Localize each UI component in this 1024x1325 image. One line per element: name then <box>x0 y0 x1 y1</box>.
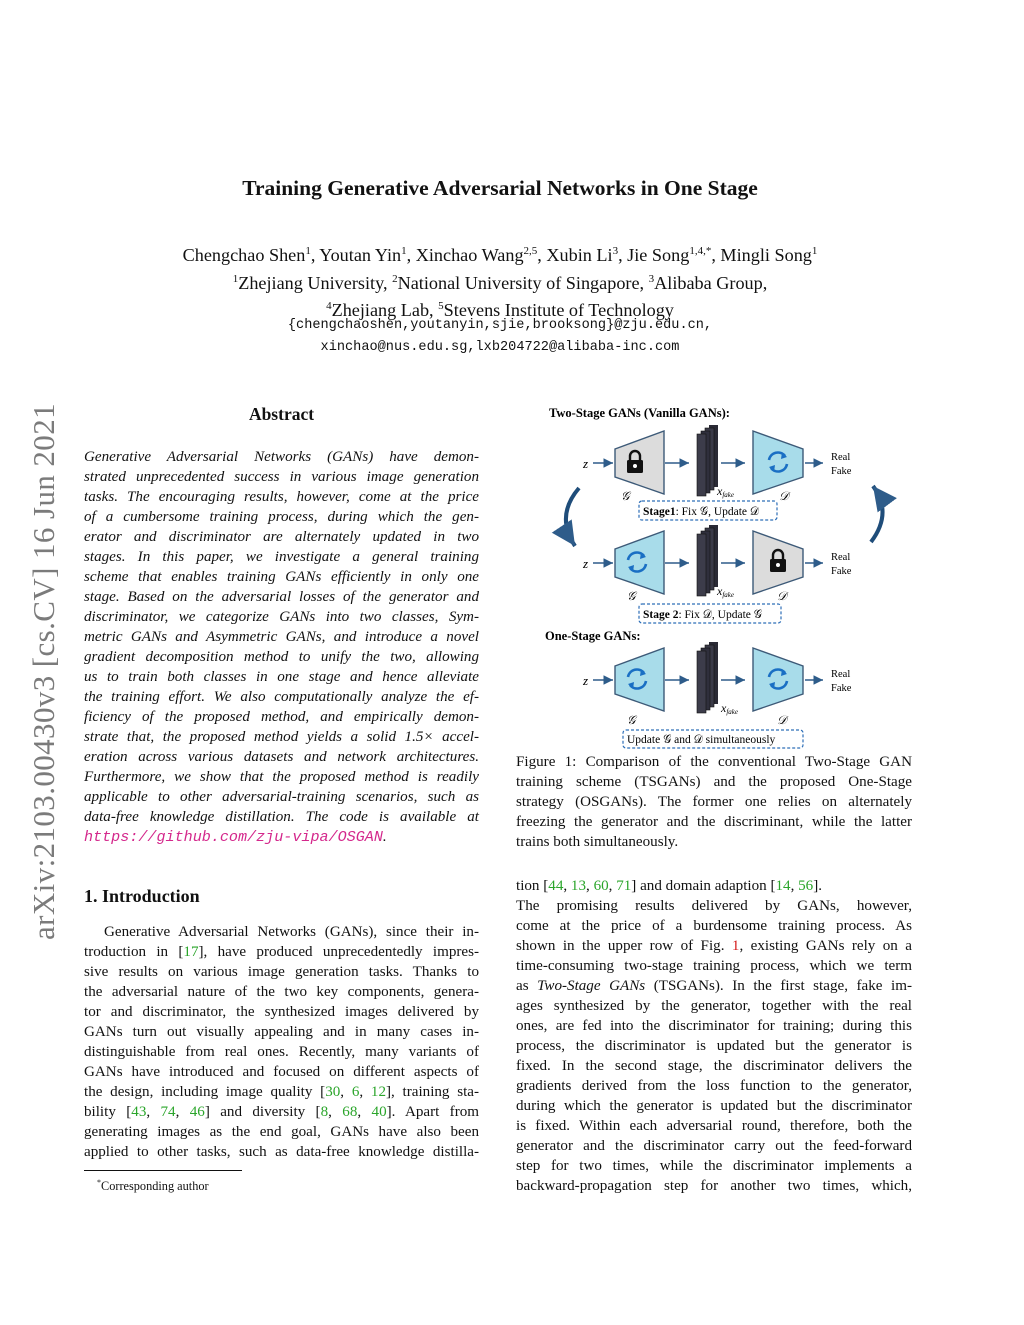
affil-name: Zhejiang Lab, <box>331 300 439 321</box>
text-run: ], training sta- <box>385 1084 480 1100</box>
caption-line: trains both simultaneously. <box>516 834 679 850</box>
text-run: ones, are fed into the discriminator for training; during this <box>516 1018 912 1034</box>
citation-link: 68 <box>342 1104 358 1120</box>
abstract-line: us to train both classes in one stage and hence alleviate <box>84 669 479 685</box>
arxiv-watermark: arXiv:2103.00430v3 [cs.CV] 16 Jun 2021 <box>26 403 61 940</box>
fake-label: Fake <box>831 683 852 694</box>
discriminator-box <box>753 648 803 711</box>
row-one-stage <box>582 642 852 748</box>
intro-line <box>84 1062 479 1082</box>
abstract-line: data-free knowledge distillation. The code is available at <box>84 809 479 825</box>
body-line <box>516 1136 912 1156</box>
text-run: ] and domain adaption [ <box>631 878 776 894</box>
abstract-line: metric GANs and Asymmetric GANs, and introduce a novel <box>84 629 479 645</box>
text-run: ] and diversity [ <box>204 1104 321 1120</box>
affil-name: Zhejiang University, <box>238 272 393 293</box>
citation-link: 17 <box>183 944 199 960</box>
text-run: , <box>146 1104 161 1120</box>
affil-name: Stevens Institute of Technology <box>443 300 674 321</box>
text-run: fixed. In the second stage, the discriminator delivers the <box>516 1058 912 1074</box>
citation-link: 56 <box>798 878 814 894</box>
text-run: tor and discriminator, the synthesized images delivered by <box>84 1004 479 1020</box>
intro-line <box>84 1102 479 1122</box>
abstract-line: strated unprecedented success in various image generation <box>84 469 479 485</box>
text-run: ], have produced unprecedentedly impres- <box>198 944 480 960</box>
stage1-text: Stage1: Fix 𝒢, Update 𝒟 <box>643 506 760 518</box>
text-run: is fixed. Within each adversarial round, therefore, both the <box>516 1118 912 1134</box>
caption-line: strategy (OSGANs). The former one relies on alternately <box>516 794 912 810</box>
fake-images-stack <box>697 525 718 596</box>
real-label: Real <box>831 669 851 680</box>
abstract-line: gradient decomposition method to unify the two, allowing <box>84 649 479 665</box>
text-run: , <box>790 878 799 894</box>
intro-line <box>84 1002 479 1022</box>
text-run: ]. <box>813 878 823 894</box>
intro-line <box>84 1082 479 1102</box>
real-label: Real <box>831 552 851 563</box>
emails-line-1: {chengchaoshen,youtanyin,sjie,brooksong}@zju.edu.cn, <box>287 318 713 333</box>
affil-name: National University of Singapore, <box>397 272 649 293</box>
stage2-text: Stage 2: Fix 𝒟, Update 𝒢 <box>643 609 762 621</box>
text-run: shown in the upper row of Fig. <box>516 938 732 954</box>
author-name: Jie Song <box>627 245 690 266</box>
text-run: , <box>357 1104 372 1120</box>
author-name: Mingli Song <box>720 245 812 266</box>
footnote <box>97 1178 209 1194</box>
d-label: 𝒟 <box>779 489 789 503</box>
text-run: process, the discriminator is updated but the generator is <box>516 1038 912 1054</box>
x-fake-label: xfake <box>717 584 734 599</box>
citation-link: 71 <box>616 878 632 894</box>
text-run: step for two times, while the discriminator implements a <box>516 1158 912 1174</box>
authors-line: Chengchao Shen$^1$, Youtan Yin$^1$, Xinchao Wang$^{2,5}$, Xubin Li$^3$, Jie Song$^{1,4,*}$, Mingli Song$^1$ <box>182 245 818 266</box>
abstract-line: Furthermore, we show that the proposed method is readily <box>84 769 479 785</box>
d-label: 𝒟 <box>777 589 787 603</box>
text-run: bility [ <box>84 1104 132 1120</box>
emails <box>0 315 1000 359</box>
abstract-heading: Abstract <box>248 404 315 424</box>
body-line <box>516 1036 912 1056</box>
author-affil-mark: 1,4,* <box>689 245 712 257</box>
abstract-line: the training effort. We also computationally analyze the ef- <box>84 689 479 705</box>
z-label: z <box>583 456 589 471</box>
caption-line: freezing the generator and the discriminant, while the latter <box>516 814 912 830</box>
author-affil-mark: 1 <box>305 245 311 257</box>
text-run: , <box>563 878 571 894</box>
simultaneous-text: Update 𝒢 and 𝒟 simultaneously <box>627 734 776 746</box>
citation-link: 44 <box>548 878 564 894</box>
citation-link: 13 <box>570 878 587 894</box>
affil-mark: 4 <box>326 300 332 313</box>
g-label: 𝒢 <box>627 713 636 727</box>
intro-heading: 1. Introduction <box>84 886 200 906</box>
affil-mark: 3 <box>648 272 655 285</box>
fake-label: Fake <box>831 566 852 577</box>
text-run: ages synthesized by the generator, together with the real <box>516 998 912 1014</box>
abstract-line-end: . <box>382 829 387 845</box>
citation-link: 14 <box>775 878 791 894</box>
text-run: as <box>516 978 538 994</box>
body-line <box>516 1056 912 1076</box>
abstract-line: eration across various datasets and network architectures. <box>84 749 479 765</box>
author-block <box>0 240 1000 323</box>
text-run: generating images as the end goal, GANs have also been <box>84 1124 479 1140</box>
caption-line: Figure 1: Comparison of the conventional Two-Stage GAN <box>516 754 912 770</box>
abstract-line: of a cumbersome training process, during which the gen- <box>84 509 479 525</box>
abstract-line: discriminator, we categorize GANs into two classes, Sym- <box>84 609 479 625</box>
d-label: 𝒟 <box>777 713 787 727</box>
fake-images-stack <box>697 425 718 496</box>
real-label: Real <box>831 452 851 463</box>
abstract-line: ficiency of the proposed method, and empirically demon- <box>84 709 479 725</box>
emails-line-2: xinchao@nus.edu.sg,lxb204722@alibaba-inc.com <box>320 340 680 355</box>
abstract-line: tasks. The encouraging results, however, come at the price <box>84 489 479 505</box>
abstract-line: erator and discriminator are alternately updated in two <box>84 529 479 545</box>
body-line <box>516 1076 912 1096</box>
abstract-line: strate that, the proposed method yields a solid 1.5× accel- <box>84 729 479 745</box>
curve-arrow-right <box>871 486 883 542</box>
text-run: distinguishable from real ones. Recently, many variants of <box>84 1044 479 1060</box>
body-line <box>516 936 912 956</box>
affil-mark: 2 <box>392 272 398 285</box>
citation-link: 8 <box>320 1104 329 1120</box>
intro-line <box>84 942 479 962</box>
abstract-line: stage. Based on the adversarial losses of the generator and <box>84 589 479 605</box>
g-label: 𝒢 <box>621 489 630 503</box>
body-line <box>516 1016 912 1036</box>
right-column-body <box>516 876 912 1196</box>
text-run: The promising results delivered by GANs, however, <box>516 898 912 914</box>
citation-link: 40 <box>371 1104 387 1120</box>
text-run: (TSGANs). In the first stage, fake im- <box>645 978 912 994</box>
text-run: gradients derived from the loss function to the generator, <box>516 1078 912 1094</box>
g-label: 𝒢 <box>627 589 636 603</box>
fake-images-stack <box>697 642 718 713</box>
body-line <box>516 896 912 916</box>
author-affil-mark: 3 <box>612 245 619 257</box>
one-stage-label: One-Stage GANs: <box>545 629 641 643</box>
text-run: tion [ <box>516 878 549 894</box>
body-line <box>516 976 912 996</box>
body-line <box>516 1176 912 1196</box>
generator-box <box>615 648 664 711</box>
footnote-rule <box>84 1170 242 1171</box>
intro-line <box>84 982 479 1002</box>
intro-line <box>84 1142 479 1162</box>
citation-link: 43 <box>131 1104 147 1120</box>
emphasis: Two-Stage GANs <box>537 978 646 994</box>
abstract-line: stages. In this paper, we investigate a general training <box>84 549 479 565</box>
footnote-mark: * <box>97 1178 101 1187</box>
citation-link: 12 <box>370 1084 386 1100</box>
body-line <box>516 1096 912 1116</box>
body-line <box>516 876 912 896</box>
text-run: , <box>608 878 617 894</box>
author-affil-mark: 2,5 <box>523 245 538 257</box>
text-run: troduction in [ <box>84 944 184 960</box>
affil-mark: 1 <box>232 272 239 285</box>
text-run: , <box>328 1104 343 1120</box>
code-link: https://github.com/zju-vipa/OSGAN <box>84 828 383 846</box>
affil-mark: 5 <box>438 300 444 313</box>
body-line <box>516 996 912 1016</box>
text-run: time-consuming two-stage training process, which we term <box>516 958 912 974</box>
citation-link: 30 <box>325 1084 341 1100</box>
abstract-line: scheme that enables training GANs efficiently in only one <box>84 569 479 585</box>
intro-line <box>84 1042 479 1062</box>
text-run: the adversarial nature of the two key components, genera- <box>84 984 479 1000</box>
text-run: the design, including image quality [ <box>84 1084 326 1100</box>
abstract-line <box>84 827 479 847</box>
z-label: z <box>583 556 589 571</box>
z-label: z <box>583 673 589 688</box>
figure-1 <box>537 400 917 750</box>
text-run: ]. Apart from <box>386 1104 480 1120</box>
text-run: , <box>586 878 594 894</box>
x-fake-label: xfake <box>717 484 734 499</box>
author-affil-mark: 1 <box>401 245 407 257</box>
abstract-line: applicable to other adversarial-training scenarios, such as <box>84 789 479 805</box>
citation-link: 6 <box>351 1084 360 1100</box>
two-stage-label: Two-Stage GANs (Vanilla GANs): <box>549 406 730 420</box>
intro-line <box>84 1022 479 1042</box>
text-run: GANs have introduced and focused on different aspects of <box>84 1064 479 1080</box>
body-line <box>516 1116 912 1136</box>
citation-link: 74 <box>160 1104 176 1120</box>
text-run: backward-propagation step for another two times, which, <box>516 1178 912 1194</box>
text-run: generator and the discriminator carry out the feed-forward <box>516 1138 912 1154</box>
text-run: Generative Adversarial Networks (GANs), since their in- <box>104 924 479 940</box>
paper-title: Training Generative Adversarial Networks in One Stage <box>242 176 758 200</box>
author-affil-mark: 1 <box>811 245 818 257</box>
author-name: Youtan Yin <box>319 245 402 266</box>
text-run: , <box>359 1084 371 1100</box>
intro-line <box>84 922 479 942</box>
row-stage-2 <box>582 525 852 623</box>
author-name: Xinchao Wang <box>415 245 524 266</box>
intro-line <box>84 962 479 982</box>
text-run: GANs turn out visually appealing and in many cases in- <box>84 1024 479 1040</box>
body-line <box>516 916 912 936</box>
fake-label: Fake <box>831 466 852 477</box>
intro-body <box>84 922 479 1162</box>
author-name: Chengchao Shen <box>182 245 306 266</box>
text-run: come at the price of a burdensome training process. As <box>516 918 912 934</box>
body-line <box>516 956 912 976</box>
text-run: during which the generator is updated but the discriminator <box>516 1098 912 1114</box>
text-run: , <box>340 1084 352 1100</box>
text-run: applied to other tasks, such as data-free knowledge distilla- <box>84 1144 479 1160</box>
x-fake-label: xfake <box>721 701 738 716</box>
caption-line: training scheme (TSGANs) and the proposed One-Stage <box>516 774 912 790</box>
abstract-body <box>84 447 479 847</box>
author-name: Xubin Li <box>546 245 613 266</box>
affiliations-line-1 <box>0 268 1000 296</box>
curve-arrow-left <box>566 488 579 546</box>
citation-link: 60 <box>593 878 609 894</box>
abstract-line: Generative Adversarial Networks (GANs) have demon- <box>84 449 479 465</box>
generator-box <box>615 531 664 594</box>
footnote-text: Corresponding author <box>101 1179 209 1194</box>
text-run: , <box>175 1104 190 1120</box>
row-stage-1 <box>582 425 852 520</box>
figure-caption <box>516 752 912 852</box>
affil-name: Alibaba Group, <box>654 272 768 293</box>
text-run: sive results on various image generation tasks. Thanks to <box>84 964 479 980</box>
body-line <box>516 1156 912 1176</box>
discriminator-box <box>753 431 803 494</box>
figure-ref-link: 1 <box>731 938 740 954</box>
intro-line <box>84 1122 479 1142</box>
citation-link: 46 <box>189 1104 205 1120</box>
text-run: , existing GANs rely on a <box>739 938 912 954</box>
